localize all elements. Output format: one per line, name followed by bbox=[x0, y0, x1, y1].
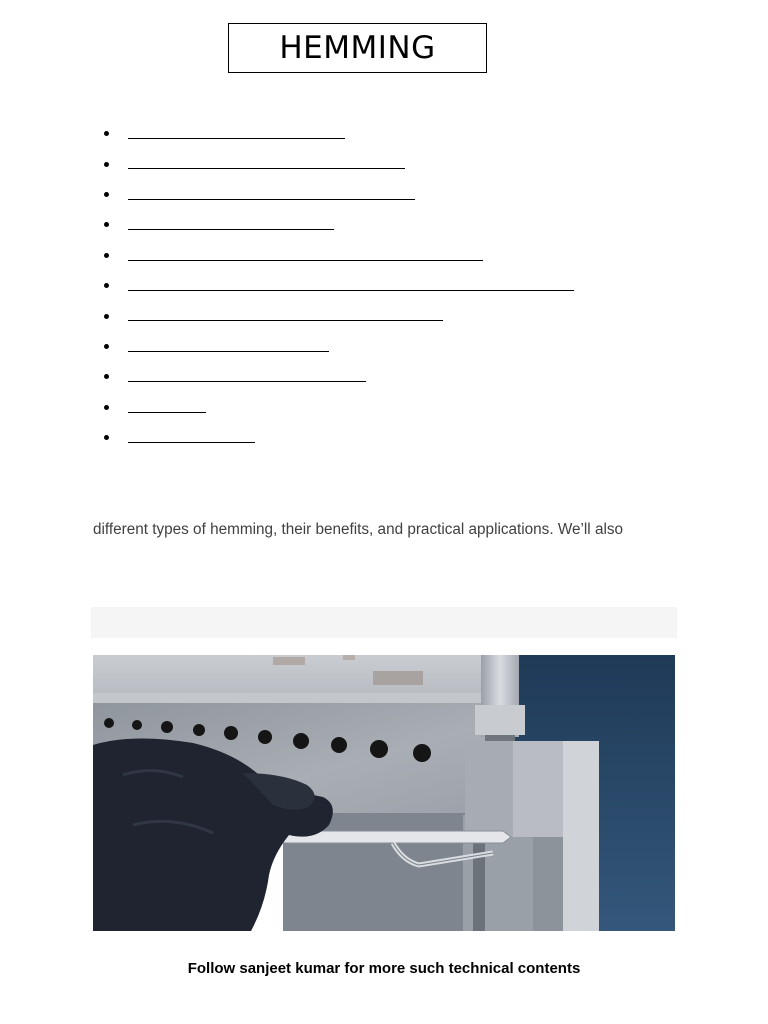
toc-link[interactable] bbox=[128, 138, 345, 139]
toc-link[interactable] bbox=[128, 381, 366, 382]
toc-link[interactable] bbox=[128, 290, 574, 291]
toc-link[interactable] bbox=[128, 320, 443, 321]
toc-link[interactable] bbox=[128, 260, 483, 261]
bullet-icon bbox=[104, 344, 109, 349]
toc-link[interactable] bbox=[128, 351, 329, 352]
bullet-icon bbox=[104, 314, 109, 319]
caption-text: Follow sanjeet kumar for more such technical contents bbox=[187, 960, 581, 977]
bullet-icon bbox=[104, 192, 109, 197]
bullet-icon bbox=[104, 131, 109, 136]
toc-link[interactable] bbox=[128, 442, 255, 443]
bullet-icon bbox=[104, 374, 109, 379]
toc-link[interactable] bbox=[128, 229, 334, 230]
bullet-icon bbox=[104, 435, 109, 440]
toc-link[interactable] bbox=[128, 199, 415, 200]
toc-link[interactable] bbox=[128, 412, 206, 413]
intro-paragraph: different types of hemming, their benefits, and practical applications. We’ll also bbox=[93, 521, 624, 538]
hemming-photo bbox=[93, 655, 675, 931]
bullet-icon bbox=[104, 405, 109, 410]
toc-link[interactable] bbox=[128, 168, 405, 169]
bullet-icon bbox=[104, 283, 109, 288]
bullet-icon bbox=[104, 222, 109, 227]
bullet-icon bbox=[104, 253, 109, 258]
title-box bbox=[228, 23, 487, 73]
bullet-icon bbox=[104, 162, 109, 167]
gray-band bbox=[91, 607, 677, 638]
page-title: HEMMING bbox=[279, 29, 436, 66]
